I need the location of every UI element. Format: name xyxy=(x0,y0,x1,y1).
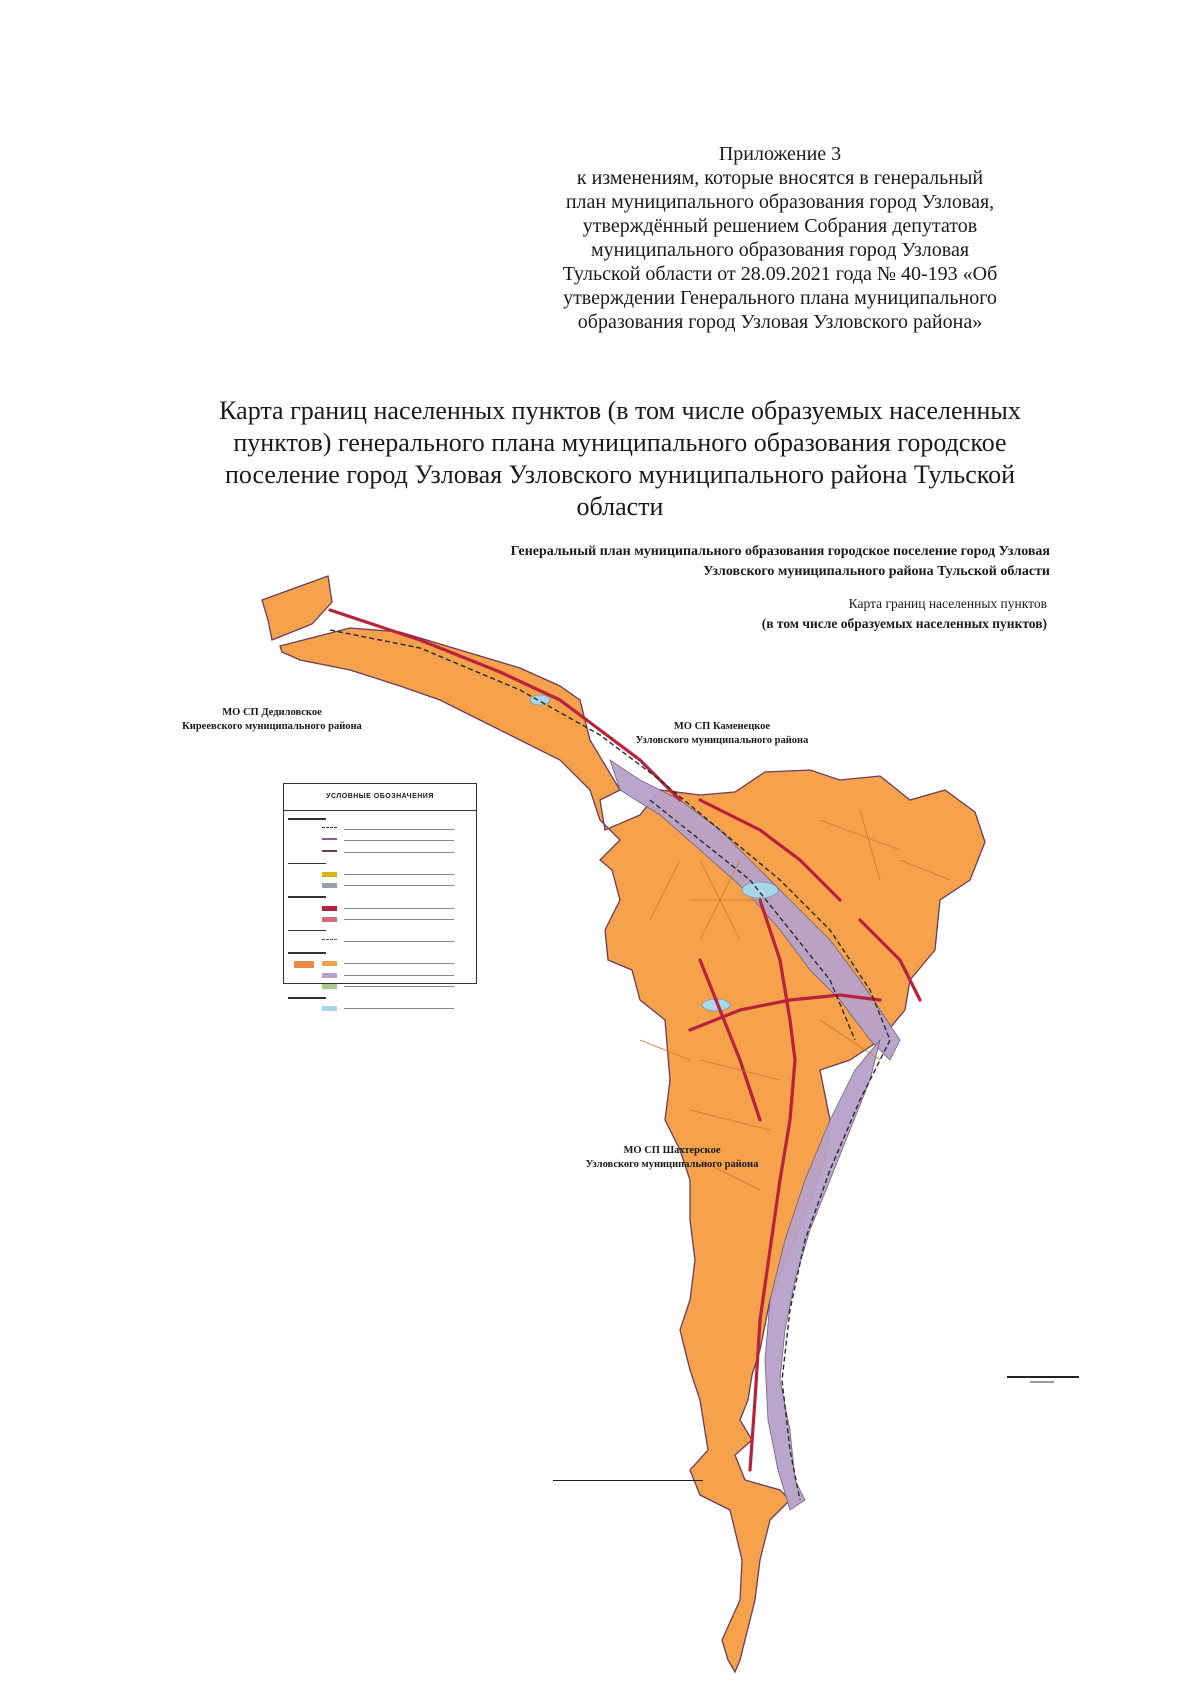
legend-heading-mark xyxy=(288,818,326,820)
appendix-line: план муниципального образования город Узловая, xyxy=(565,191,995,213)
legend-text-mark xyxy=(344,829,454,830)
map-header-line: Генеральный план муниципального образования городское поселение город Узловая xyxy=(510,544,1050,559)
appendix-line: образования город Узловая Узловского района» xyxy=(577,311,983,333)
legend-row xyxy=(288,870,472,880)
map-legend xyxy=(283,783,477,984)
map-subtitle-line: Карта границ населенных пунктов xyxy=(848,596,1047,611)
region-label-kamenetskoe xyxy=(622,720,822,748)
region-label-line: Киреевского муниципального района xyxy=(182,721,362,732)
legend-row xyxy=(288,836,472,846)
legend-heading-mark xyxy=(288,930,326,932)
legend-text-mark xyxy=(344,840,454,841)
map-subtitle-line: (в том числе образуемых населенных пунктов) xyxy=(761,616,1047,631)
legend-heading-mark xyxy=(288,952,326,954)
appendix-line: утверждённый решением Собрания депутатов xyxy=(582,215,978,237)
legend-text-mark xyxy=(344,874,454,875)
region-label-shakhterskoe xyxy=(572,1144,772,1172)
legend-swatch xyxy=(322,1006,337,1011)
legend-row xyxy=(288,982,472,992)
region-label-line: МО СП Дедиловское xyxy=(222,707,322,718)
legend-text-mark xyxy=(344,1008,454,1009)
title-line: Карта границ населенных пунктов (в том числе образуемых населенных xyxy=(219,396,1021,425)
legend-row xyxy=(288,881,472,891)
legend-row xyxy=(288,904,472,914)
legend-row xyxy=(288,926,472,936)
scale-bar xyxy=(1007,1376,1079,1378)
legend-row xyxy=(288,937,472,947)
title-line: поселение город Узловая Узловского муниципального района Тульской xyxy=(224,460,1015,489)
legend-heading-mark xyxy=(288,997,326,999)
water-body xyxy=(742,882,778,898)
region-label-line: МО СП Каменецкое xyxy=(673,721,771,732)
region-label-dedilovskoe xyxy=(172,706,372,734)
legend-text-mark xyxy=(344,986,454,987)
region-label-line: МО СП Шахтерское xyxy=(623,1145,721,1156)
map-header-line: Узловского муниципального района Тульской области xyxy=(703,564,1050,579)
legend-swatch xyxy=(322,984,337,989)
legend-text-mark xyxy=(344,852,454,853)
legend-row xyxy=(288,848,472,858)
legend-heading-mark xyxy=(288,863,326,865)
legend-text-mark xyxy=(344,975,454,976)
legend-swatch xyxy=(322,872,337,877)
legend-heading-mark xyxy=(288,896,326,898)
appendix-line: Приложение 3 xyxy=(718,143,842,165)
settlement-area xyxy=(262,576,332,640)
legend-row xyxy=(288,814,472,824)
legend-text-mark xyxy=(344,919,454,920)
legend-swatch xyxy=(322,906,337,911)
legend-swatch xyxy=(294,961,314,968)
title-line: области xyxy=(576,492,664,521)
legend-title: УСЛОВНЫЕ ОБОЗНАЧЕНИЯ xyxy=(284,784,476,811)
legend-row xyxy=(288,892,472,902)
legend-swatch xyxy=(322,961,337,966)
legend-swatch xyxy=(322,939,337,940)
appendix-line: утверждении Генерального плана муниципального xyxy=(563,287,997,309)
legend-row xyxy=(288,971,472,981)
legend-row xyxy=(288,993,472,1003)
legend-row xyxy=(288,915,472,925)
appendix-line: муниципального образования город Узловая xyxy=(590,239,970,261)
appendix-line: к изменениям, которые вносятся в генеральный xyxy=(576,167,984,189)
legend-body xyxy=(288,814,472,979)
legend-swatch xyxy=(322,850,337,852)
legend-row xyxy=(288,948,472,958)
legend-row xyxy=(288,859,472,869)
legend-swatch xyxy=(322,838,337,840)
legend-row xyxy=(288,959,472,969)
legend-row xyxy=(288,1004,472,1014)
legend-text-mark xyxy=(344,941,454,942)
appendix-line: Тульской области от 28.09.2021 года № 40-193 «Об xyxy=(562,263,998,285)
legend-swatch xyxy=(322,917,337,922)
legend-text-mark xyxy=(344,908,454,909)
legend-swatch xyxy=(322,883,337,888)
water-body xyxy=(530,695,550,705)
legend-row xyxy=(288,825,472,835)
footer-separator xyxy=(553,1480,703,1481)
region-label-line: Узловского муниципального района xyxy=(585,1159,759,1170)
legend-text-mark xyxy=(344,885,454,886)
legend-swatch xyxy=(322,973,337,978)
legend-swatch xyxy=(322,827,337,828)
region-label-line: Узловского муниципального района xyxy=(635,735,809,746)
title-line: пунктов) генерального плана муниципального образования городское xyxy=(233,428,1007,457)
scale-bar-caption xyxy=(1030,1381,1054,1383)
legend-text-mark xyxy=(344,963,454,964)
